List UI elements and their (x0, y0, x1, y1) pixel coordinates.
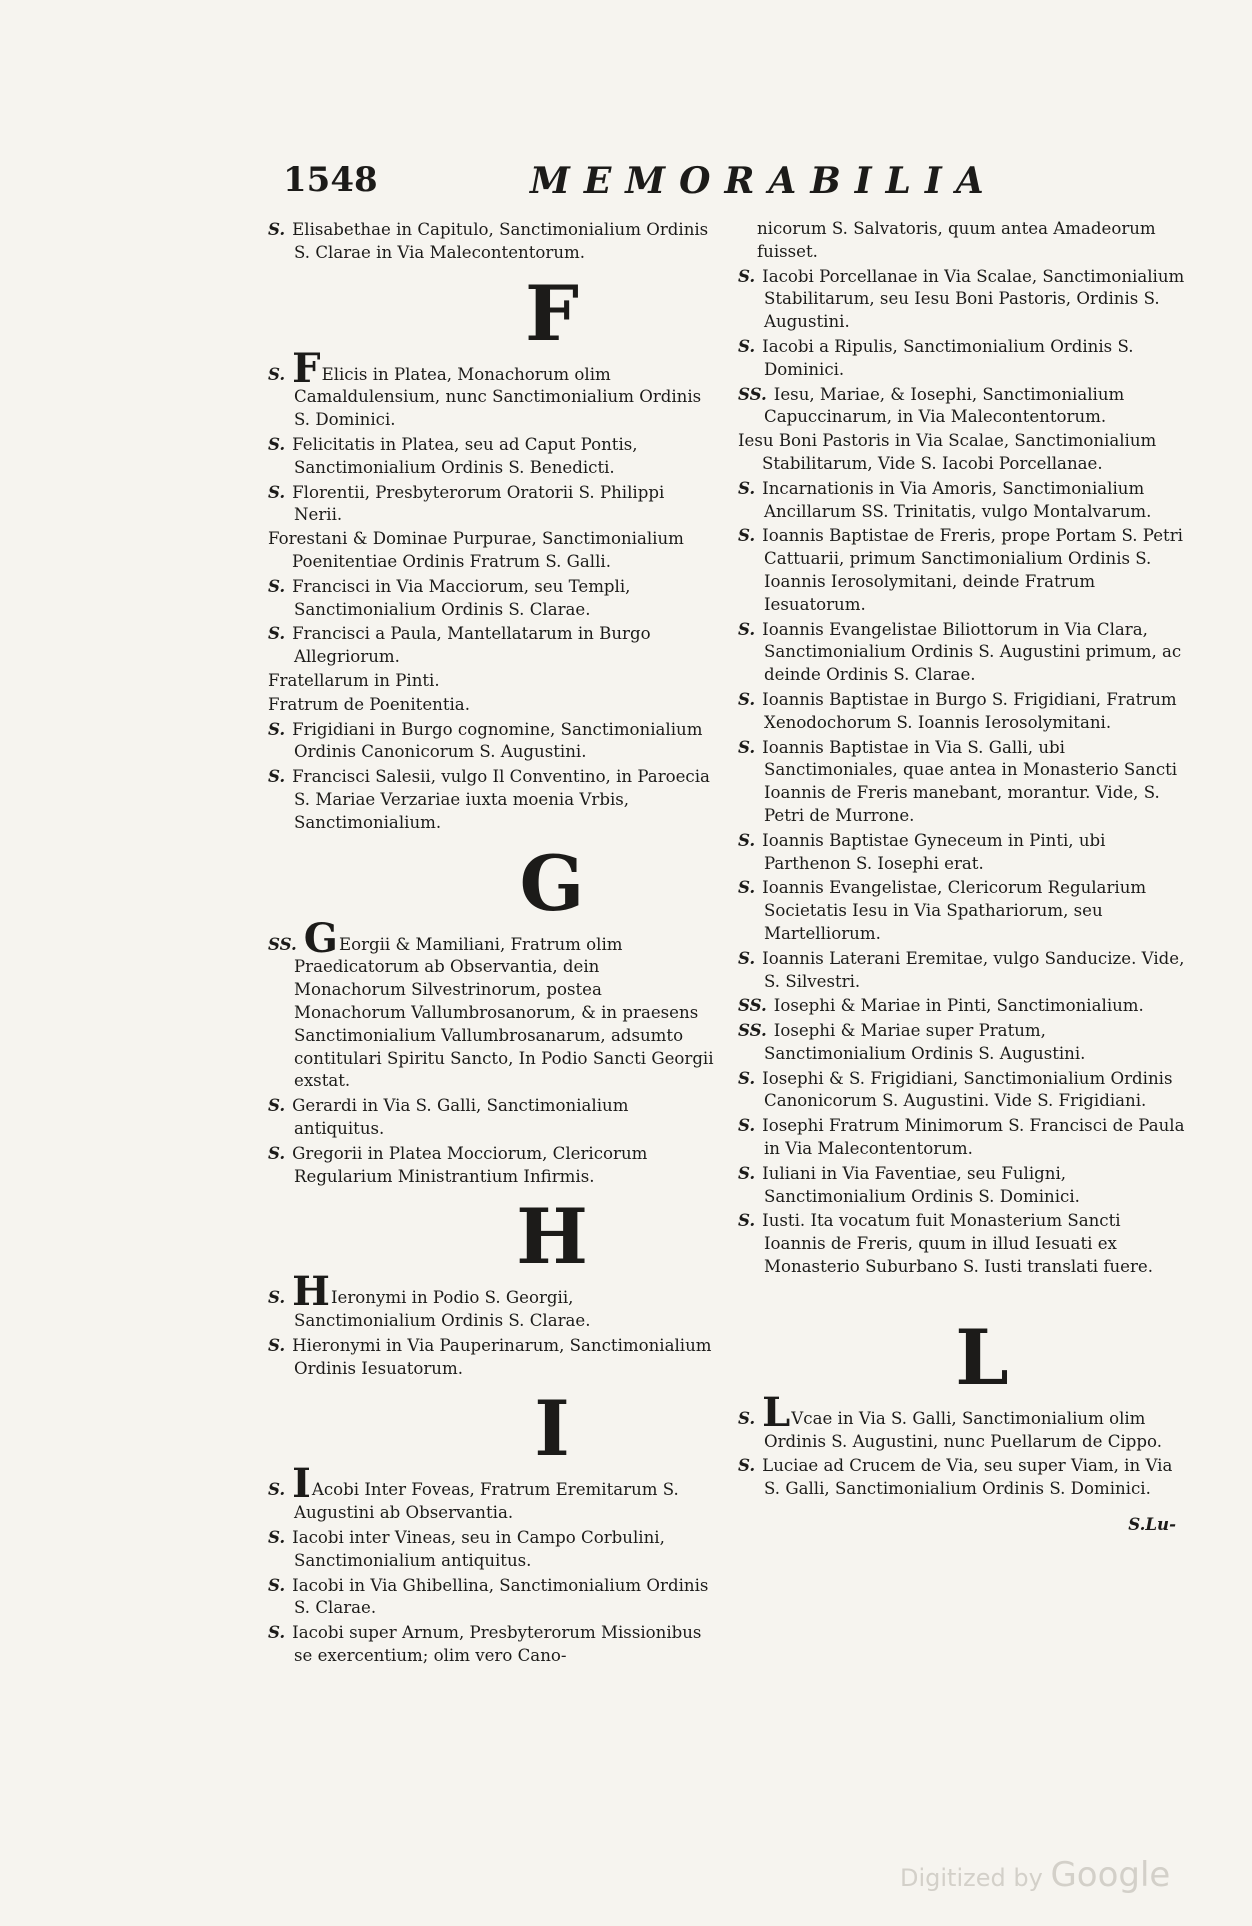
entry-prefix: S. (738, 688, 756, 709)
entry-text: Iosephi & Mariae super Pratum, Sanctimonialium Ordinis S. Augustini. (764, 1021, 1086, 1063)
entry-text: Francisci a Paula, Mantellatarum in Burgo Allegriorum. (292, 624, 651, 667)
drop-capital: F (292, 344, 321, 392)
entry-prefix: S. (738, 877, 756, 898)
running-title: MEMORABILIA (530, 160, 998, 202)
index-entry (738, 947, 1186, 994)
entry-text: Ioannis Evangelistae, Clericorum Regularium Societatis Iesu in Via Spathariorum, seu Martelliorum. (762, 878, 1147, 943)
entry-prefix: S. (738, 1067, 756, 1088)
watermark-brand: Google (1050, 1855, 1171, 1895)
entry-text: Iosephi & S. Frigidiani, Sanctimonialium Ordinis Canonicorum S. Augustini. Vide S. Frigidiani. (762, 1068, 1173, 1111)
entry-text: Felicitatis in Platea, seu ad Caput Pontis, Sanctimonialium Ordinis S. Benedicti. (292, 434, 638, 477)
entry-text: Francisci in Via Macciorum, seu Templi, Sanctimonialium Ordinis S. Clarae. (292, 576, 631, 619)
entry-text: Frigidiani in Burgo cognomine, Sanctimonialium Ordinis Canonicorum S. Augustini. (292, 719, 703, 762)
index-entry (268, 718, 716, 765)
entry-prefix: S. (268, 575, 286, 596)
entry-prefix: S. (268, 219, 286, 239)
entry-prefix: S. (738, 1407, 756, 1428)
index-entry (268, 694, 716, 717)
index-entry (738, 335, 1186, 382)
index-entry (268, 1142, 716, 1189)
entry-text: Hieronymi in Via Pauperinarum, Sanctimonialium Ordinis Iesuatorum. (292, 1335, 712, 1378)
right-column (738, 218, 1186, 1537)
section-letter-g: G (519, 838, 585, 928)
index-entry (738, 430, 1186, 476)
entry-prefix: S. (268, 1095, 286, 1116)
index-entry (738, 876, 1186, 945)
entry-prefix: S. (738, 265, 756, 286)
index-entry (738, 1067, 1186, 1114)
index-entry (268, 1621, 716, 1668)
entry-text: nicorum S. Salvatoris, quum antea Amadeorum fuisset. (757, 219, 1156, 261)
index-entry (738, 1019, 1186, 1066)
entry-text: Iacobi inter Vineas, seu in Campo Corbulini, Sanctimonialium antiquitus. (292, 1528, 665, 1570)
index-entry (268, 1460, 716, 1525)
drop-capital: G (303, 914, 338, 962)
entry-text: Vcae in Via S. Galli, Sanctimonialium olim Ordinis S. Augustini, nunc Puellarum de Cippo. (764, 1408, 1162, 1451)
drop-capital: L (762, 1388, 791, 1436)
drop-capital: I (292, 1460, 311, 1508)
index-entry (268, 670, 716, 693)
index-entry (738, 736, 1186, 828)
entry-text: Gerardi in Via S. Galli, Sanctimonialium antiquitus. (292, 1096, 629, 1138)
index-entry (268, 481, 716, 528)
index-entry (738, 1388, 1186, 1454)
entry-text: Luciae ad Crucem de Via, seu super Viam, in Via S. Galli, Sanctimonialium Ordinis S. Dominici. (762, 1456, 1173, 1499)
watermark-prefix: Digitized by (900, 1864, 1043, 1892)
entry-prefix: S. (738, 947, 756, 968)
entry-text: Ioannis Baptistae Gyneceum in Pinti, ubi Parthenon S. Iosephi erat. (762, 830, 1106, 873)
page-header (275, 160, 998, 210)
page-number: 1548 (283, 160, 378, 200)
index-entry (738, 994, 1186, 1018)
entry-prefix: S. (268, 1574, 286, 1595)
entry-text: Fratrum de Poenitentia. (268, 694, 470, 714)
catchword (738, 1513, 1186, 1537)
entry-prefix: S. (738, 829, 756, 850)
section-letter-l: L (955, 1312, 1009, 1402)
entry-text: Acobi Inter Foveas, Fratrum Eremitarum S. Augustini ab Observantia. (294, 1480, 679, 1523)
entry-text: Iacobi Porcellanae in Via Scalae, Sanctimonialium Stabilitarum, seu Iesu Boni Pastoris, Ordinis S. Augustini. (762, 266, 1185, 332)
entry-text: Eorgii & Mamiliani, Fratrum olim Praedicatorum ab Observantia, dein Monachorum Silvestrinorum, postea Monachorum Vallumbrosanorum, & in praesens Sanctimonialium Vallumbrosanarum, adsumto contitulari Spiritu Sancto, In Podio Sancti Georgii exstat. (294, 934, 714, 1091)
entry-prefix: S. (268, 766, 286, 787)
index-entry (738, 383, 1186, 430)
entry-prefix: SS. (738, 1020, 767, 1041)
entry-prefix: S. (268, 1622, 286, 1643)
entry-prefix: S. (268, 1334, 286, 1355)
index-entry (268, 344, 716, 432)
entry-prefix: SS. (738, 995, 767, 1016)
entry-prefix: S. (268, 433, 286, 454)
index-entry (738, 1114, 1186, 1161)
entry-text: Ioannis Laterani Eremitae, vulgo Sanducize. Vide, S. Silvestri. (762, 948, 1185, 991)
entry-prefix: S. (738, 525, 756, 546)
digitization-watermark (900, 1855, 1170, 1895)
index-entry (738, 1454, 1186, 1501)
entry-text: Florentii, Presbyterorum Oratorii S. Philippi Nerii. (292, 482, 665, 525)
section-letter-h: H (516, 1192, 588, 1282)
entry-text: Iusti. Ita vocatum fuit Monasterium Sancti Ioannis de Freris, quum in illud Iesuati ex Monasterio Suburbano S. Iusti translati fuere. (762, 1211, 1153, 1277)
index-entry (738, 1209, 1186, 1278)
entry-text: Elisabethae in Capitulo, Sanctimonialium Ordinis S. Clarae in Via Malecontentorum. (292, 220, 709, 262)
entry-text: Iuliani in Via Faventiae, seu Fuligni, Sanctimonialium Ordinis S. Dominici. (762, 1163, 1080, 1206)
index-entry (738, 829, 1186, 876)
entry-text: Forestani & Dominae Purpurae, Sanctimonialium Poenitentiae Ordinis Fratrum S. Galli. (268, 529, 684, 571)
entry-text: Ioannis Baptistae in Via S. Galli, ubi Sanctimoniales, quae antea in Monasterio Sancti Ioannis de Freris manebant, morantur. Vide, S. Petri de Murrone. (762, 737, 1178, 825)
left-column (268, 218, 716, 1669)
entry-text: Iosephi & Mariae in Pinti, Sanctimonialium. (773, 996, 1144, 1016)
entry-prefix: S. (268, 481, 286, 502)
index-entry (268, 765, 716, 834)
index-entry (268, 1526, 716, 1573)
entry-text: Incarnationis in Via Amoris, Sanctimonialium Ancillarum SS. Trinitatis, vulgo Montalvarum. (762, 478, 1152, 521)
entry-prefix: S. (738, 335, 756, 356)
entry-prefix: S. (738, 477, 756, 498)
entry-prefix: S. (268, 718, 286, 739)
entry-prefix: S. (268, 1142, 286, 1163)
index-entry (738, 524, 1186, 616)
index-entry (268, 1334, 716, 1381)
section-letter-f: F (525, 268, 579, 358)
entry-text: Francisci Salesii, vulgo Il Conventino, in Paroecia S. Mariae Verzariae iuxta moenia Vrbis, Sanctimonialium. (292, 767, 710, 832)
index-entry (738, 218, 1186, 264)
entry-text: Elicis in Platea, Monachorum olim Camaldulensium, nunc Sanctimonialium Ordinis S. Dominici. (294, 364, 702, 430)
entry-prefix: S. (738, 736, 756, 757)
entry-prefix: S. (738, 618, 756, 639)
entry-text: Ioannis Baptistae de Freris, prope Portam S. Petri Cattuarii, primum Sanctimonialium Ordinis S. Ioannis Ierosolymitani, deinde Fratrum Iesuatorum. (762, 526, 1183, 614)
entry-text: Iesu Boni Pastoris in Via Scalae, Sanctimonialium Stabilitarum, Vide S. Iacobi Porcellanae. (738, 431, 1157, 473)
index-entry (268, 218, 716, 265)
entry-text: Iosephi Fratrum Minimorum S. Francisci de Paula in Via Malecontentorum. (762, 1116, 1185, 1159)
entry-prefix: S. (268, 623, 286, 644)
entry-text: Ioannis Baptistae in Burgo S. Frigidiani, Fratrum Xenodochorum S. Ioannis Ierosolymitani. (762, 689, 1177, 732)
entry-prefix: S. (738, 1115, 756, 1136)
index-entry (738, 265, 1186, 334)
entry-prefix: S. (268, 1527, 286, 1548)
drop-capital: H (292, 1268, 330, 1316)
entry-text: Ieronymi in Podio S. Georgii, Sanctimonialium Ordinis S. Clarae. (294, 1288, 591, 1331)
index-entry (268, 575, 716, 622)
entry-text: Iacobi in Via Ghibellina, Sanctimonialium Ordinis S. Clarae. (292, 1575, 709, 1618)
index-entry (268, 1574, 716, 1621)
entry-prefix: SS. (738, 383, 767, 404)
entry-text: Ioannis Evangelistae Biliottorum in Via Clara, Sanctimonialium Ordinis S. Augustini primum, ac deinde Ordinis S. Clarae. (762, 619, 1182, 685)
entry-prefix: S. (268, 1479, 286, 1500)
index-entry (268, 1094, 716, 1141)
section-letter-i: I (534, 1384, 570, 1474)
entry-prefix: S. (738, 1455, 756, 1476)
entry-text: Iacobi super Arnum, Presbyterorum Missionibus se exercentium; olim vero Cano- (292, 1623, 702, 1666)
entry-text: Fratellarum in Pinti. (268, 670, 440, 690)
index-entry (268, 1268, 716, 1333)
index-entry (738, 618, 1186, 687)
index-entry (268, 914, 716, 1094)
index-entry (268, 622, 716, 669)
index-entry (268, 433, 716, 480)
index-entry (738, 1162, 1186, 1209)
entry-prefix: S. (268, 363, 286, 384)
index-entry (268, 528, 716, 574)
entry-prefix: S. (738, 1162, 756, 1183)
entry-text: Iesu, Mariae, & Iosephi, Sanctimonialium Capuccinarum, in Via Malecontentorum. (764, 384, 1125, 427)
entry-prefix: SS. (268, 933, 297, 954)
entry-text: Iacobi a Ripulis, Sanctimonialium Ordinis S. Dominici. (762, 336, 1134, 379)
index-entry (738, 688, 1186, 735)
catchword-text: S.Lu- (1128, 1514, 1176, 1535)
index-entry (738, 477, 1186, 524)
entry-prefix: S. (738, 1210, 756, 1231)
entry-text: Gregorii in Platea Mocciorum, Clericorum Regularium Ministrantium Infirmis. (292, 1143, 648, 1186)
entry-prefix: S. (268, 1287, 286, 1308)
